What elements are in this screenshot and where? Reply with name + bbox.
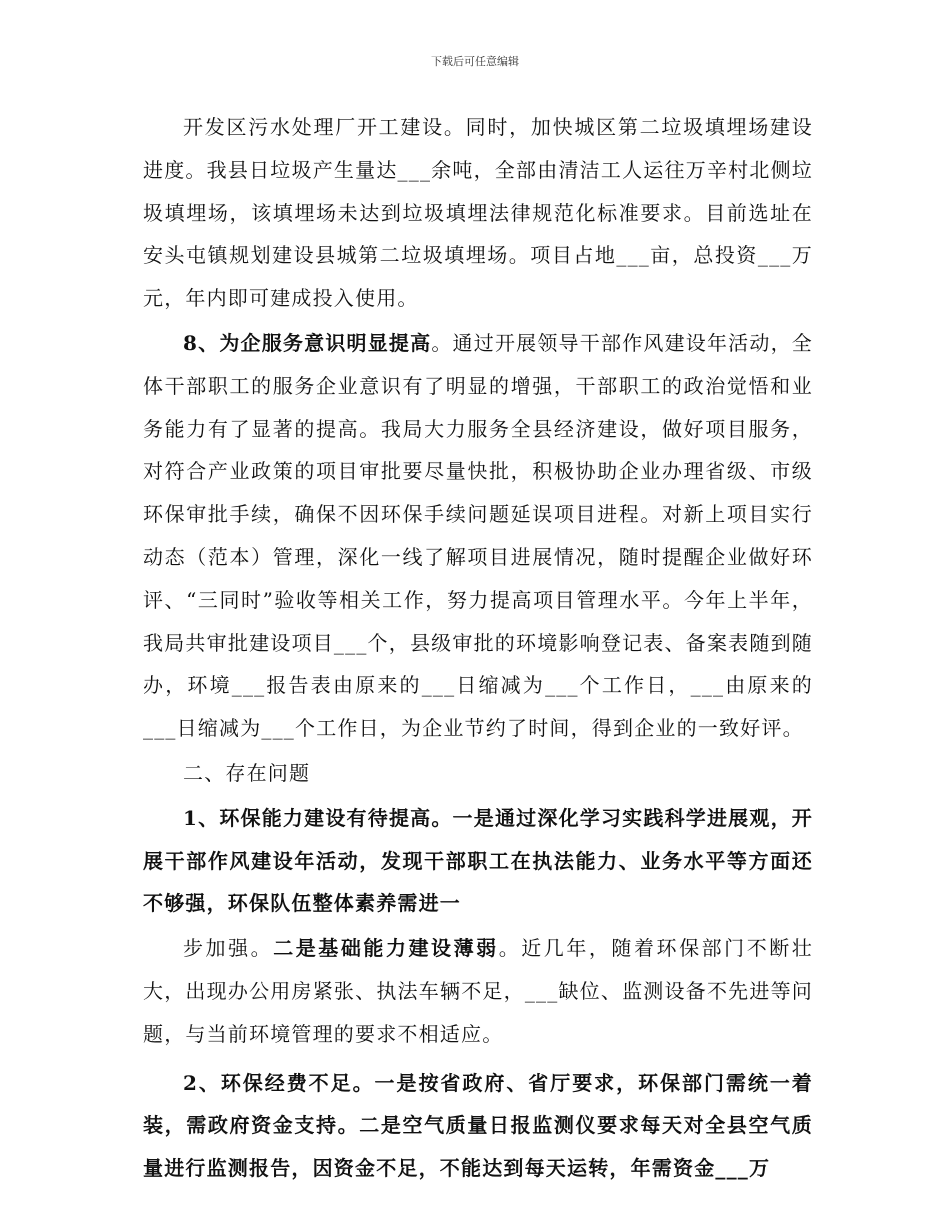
paragraph-text: 。近几年，随着环保部门不断壮大，出现办公用房紧张、执法车辆不足，___缺位、监测设备不先进等问题，与当前环境管理的要求不相适应。	[143, 936, 814, 1046]
paragraph-enterprise-service	[143, 322, 813, 750]
paragraph-text: 步加强。	[183, 936, 274, 961]
paragraph-sewage-landfill: 开发区污水处理厂开工建设。同时，加快城区第二垃圾填埋场建设进度。我县日垃圾产生量达___余吨，全部由清洁工人运往万辛村北侧垃圾填埋场，该填埋场未达到垃圾填埋法律规范化标准要求。目前选址在安头屯镇规划建设县城第二垃圾填埋场。项目占地___亩，总投资___万元，年内即可建成投入使用。	[143, 115, 813, 311]
section-heading-problems: 二、存在问题	[183, 760, 311, 785]
paragraph-funding-shortage: 2、环保经费不足。一是按省政府、省厅要求，环保部门需统一着装，需政府资金支持。二是空气质量日报监测仪要求每天对全县空气质量进行监测报告，因资金不足，不能达到每天运转，年需资金___万	[143, 1070, 813, 1181]
paragraph-lead-heading: 8、为企服务意识明显提高	[183, 330, 432, 355]
paragraph-bold-phrase: 二是基础能力建设薄弱	[273, 936, 499, 961]
document-body	[143, 106, 813, 1190]
paragraph-basic-capacity	[143, 927, 813, 1055]
paragraph-text: 。通过开展领导干部作风建设年活动，全体干部职工的服务企业意识有了明显的增强，干部职工的政治觉悟和业务能力有了显著的提高。我局大力服务全县经济建设，做好项目服务，对符合产业政策的项目审批要尽量快批，积极协助企业办理省级、市级环保审批手续，确保不因环保手续问题延误项目进程。对新上项目实行动态（范本）管理，深化一线了解项目进展情况，随时提醒企业做好环评、“三同时”验收等相关工作，努力提高项目管理水平。今年上半年，我局共审批建设项目___个，县级审批的环境影响登记表、备案表随到随办，环境___报告表由原来的___日缩减为___个工作日，___由原来的___日缩减为___个工作日，为企业节约了时间，得到企业的一致好评。	[143, 330, 813, 741]
page-header: 下载后可任意编辑	[431, 55, 519, 68]
paragraph-capacity-building: 1、环保能力建设有待提高。一是通过深化学习实践科学进展观，开展干部作风建设年活动，发现干部职工在执法能力、业务水平等方面还不够强，环保队伍整体素养需进一	[143, 805, 813, 916]
